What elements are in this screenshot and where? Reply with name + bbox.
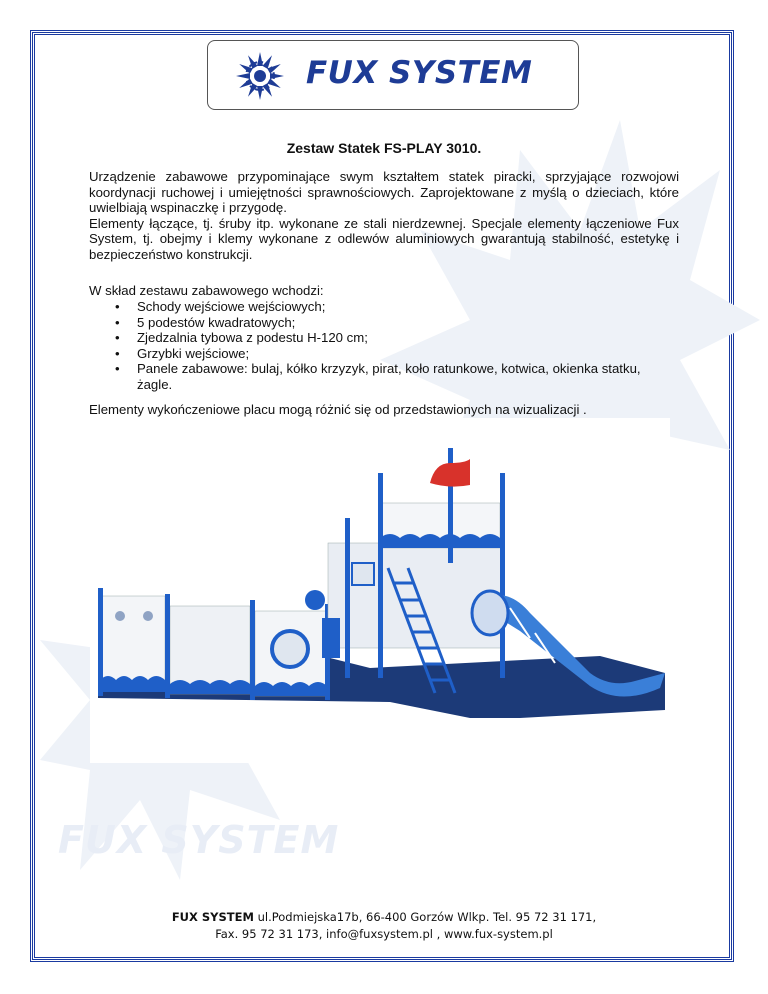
description-paragraph-2: Elementy łączące, tj. śruby itp. wykonane ze stali nierdzewnej. Specjale elementy łączeniowe Fux System, tj. obejmy i klemy wykonane z odlewów aluminiowych gwarantują stabilność, estetykę i bezpieczeństwo konstrukcji.: [89, 215, 679, 262]
logo-brand-text: FUX SYSTEM: [306, 55, 533, 91]
components-list: [115, 299, 675, 393]
footer-address: ul.Podmiejska17b, 66-400 Gorzów Wlkp. Tel. 95 72 31 171,: [253, 910, 597, 924]
footer-company-name: FUX SYSTEM: [171, 910, 254, 924]
snowflake-logo-icon: [234, 50, 286, 102]
watermark-text: FUX SYSTEM: [58, 818, 340, 862]
list-item: • Grzybki wejściowe;: [115, 346, 675, 362]
company-logo: [207, 40, 579, 110]
playground-ship-illustration: [90, 418, 670, 763]
footer-line-2: Fax. 95 72 31 173, info@fuxsystem.pl , www.fux-system.pl: [215, 927, 553, 941]
product-title: Zestaw Statek FS-PLAY 3010.: [286, 140, 482, 156]
product-description: [89, 169, 679, 263]
list-item: • Schody wejściowe wejściowych;: [115, 299, 675, 315]
footer-line-1: [0, 909, 768, 926]
left-ship-panels: [98, 588, 330, 700]
central-tower: [305, 448, 505, 678]
footer-contact: [0, 909, 768, 943]
list-item: • Zjedzalnia tybowa z podestu H-120 cm;: [115, 330, 675, 346]
list-heading: W skład zestawu zabawowego wchodzi:: [89, 283, 324, 298]
product-image: [90, 418, 670, 763]
list-item: • Panele zabawowe: bulaj, kółko krzyzyk, pirat, koło ratunkowe, kotwica, okienka statku, żagle.: [115, 361, 675, 392]
disclaimer-note: Elementy wykończeniowe placu mogą różnić się od przedstawionych na wizualizacji .: [89, 402, 587, 417]
list-item: • 5 podestów kwadratowych;: [115, 315, 675, 331]
description-paragraph-1: Urządzenie zabawowe przypominające swym kształtem statek piracki, sprzyjające rozwojowi koordynacji ruchowej i umiejętności sprawnościowych. Zaprojektowane z myślą o dzieciach, które uwielbiają wspinaczkę i przygodę.: [89, 169, 679, 216]
